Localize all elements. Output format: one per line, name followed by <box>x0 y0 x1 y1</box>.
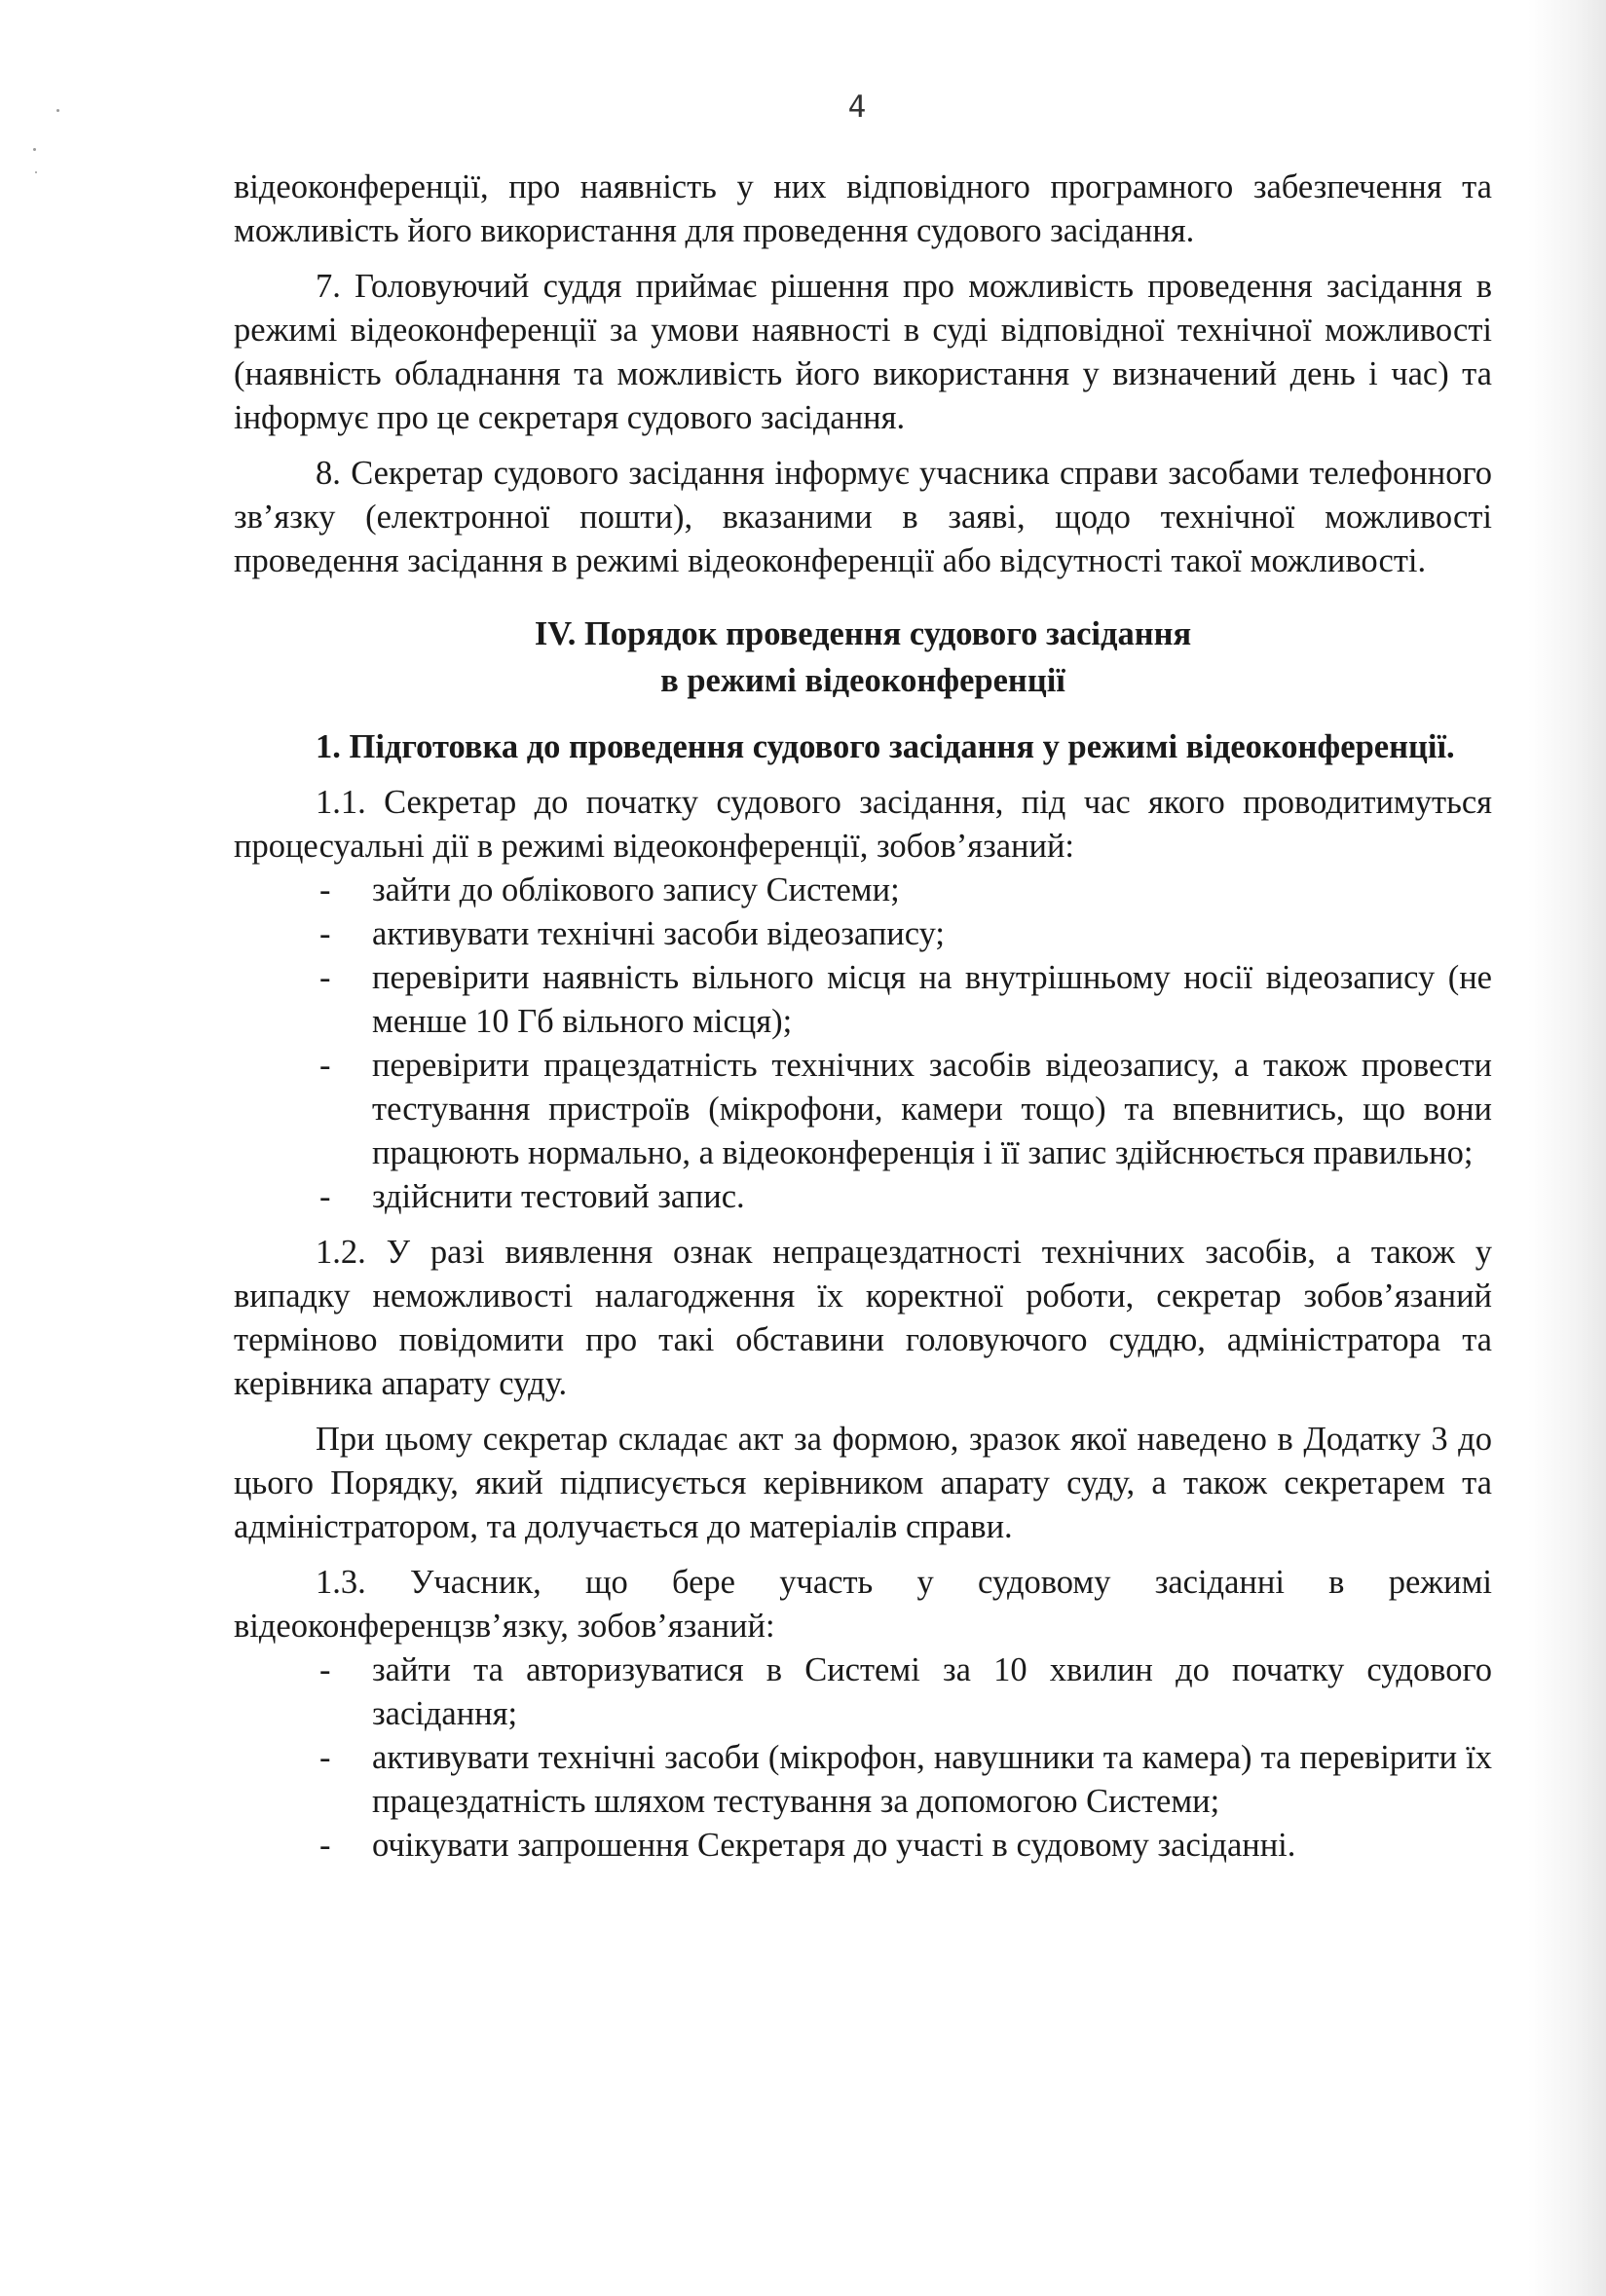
list-item: - здійснити тестовий запис. <box>234 1175 1492 1219</box>
scan-shadow <box>1528 0 1606 2296</box>
list-1-3 <box>234 1648 1492 1868</box>
scan-speck <box>35 171 37 173</box>
subsection-1-title: 1. Підготовка до проведення судового засідання у режимі відеоконференції. <box>316 728 1455 765</box>
paragraph-1-2: 1.2. У разі виявлення ознак непрацездатності технічних засобів, а також у випадку неможливості налагодження їх коректної роботи, секретар зобов’язаний терміново повідомити про такі обставини головуючого суддю, адміністратора та керівника апарату суду. <box>234 1234 1492 1402</box>
paragraph-8: 8. Секретар судового засідання інформує учасника справи засобами телефонного зв’язку (електронної пошти), вказаними в заяві, щодо технічної можливості проведення засідання в режимі відеоконференції або відсутності такої можливості. <box>234 455 1492 579</box>
list-1-1 <box>234 869 1492 1219</box>
list-item: - очікувати запрошення Секретаря до участі в судовому засіданні. <box>234 1824 1492 1868</box>
list-item: - активувати технічні засоби відеозапису; <box>234 912 1492 956</box>
page-number: 4 <box>847 90 867 125</box>
scan-speck <box>33 148 36 151</box>
paragraph-1-2-b: При цьому секретар складає акт за формою, зразок якої наведено в Додатку 3 до цього Порядку, який підписується керівником апарату суду, а також секретарем та адміністратором, та долучається до матеріалів справи. <box>234 1421 1492 1545</box>
section-heading-line-2: в режимі відеоконференції <box>660 662 1065 699</box>
list-item: - перевірити працездатність технічних засобів відеозапису, а також провести тестування пристроїв (мікрофони, камери тощо) та впевнитись, що вони працюють нормально, а відеоконференція і її запис здійснюється правильно; <box>234 1044 1492 1175</box>
list-item: - активувати технічні засоби (мікрофон, навушники та камера) та перевірити їх працездатність шляхом тестування за допомогою Системи; <box>234 1736 1492 1824</box>
section-heading <box>234 611 1492 704</box>
document-body <box>234 166 1492 1868</box>
list-item: - зайти до облікового запису Системи; <box>234 869 1492 912</box>
paragraph-continuation: відеоконференції, про наявність у них відповідного програмного забезпечення та можливість його використання для проведення судового засідання. <box>234 168 1492 249</box>
paragraph-7: 7. Головуючий суддя приймає рішення про можливість проведення засідання в режимі відеоконференції за умови наявності в суді відповідної технічної можливості (наявність обладнання та можливість його використання у визначений день і час) та інформує про це секретаря судового засідання. <box>234 268 1492 436</box>
paragraph-1-1: 1.1. Секретар до початку судового засідання, під час якого проводитимуться процесуальні дії в режимі відеоконференції, зобов’язаний: <box>234 784 1492 865</box>
list-item: - зайти та авторизуватися в Системі за 10 хвилин до початку судового засідання; <box>234 1648 1492 1736</box>
paragraph-1-3: 1.3. Учасник, що бере участь у судовому засіданні в режимі відеоконференцзв’язку, зобов’язаний: <box>234 1564 1492 1645</box>
list-item: - перевірити наявність вільного місця на внутрішньому носії відеозапису (не менше 10 Гб вільного місця); <box>234 956 1492 1044</box>
section-heading-line-1: IV. Порядок проведення судового засідання <box>534 615 1192 652</box>
